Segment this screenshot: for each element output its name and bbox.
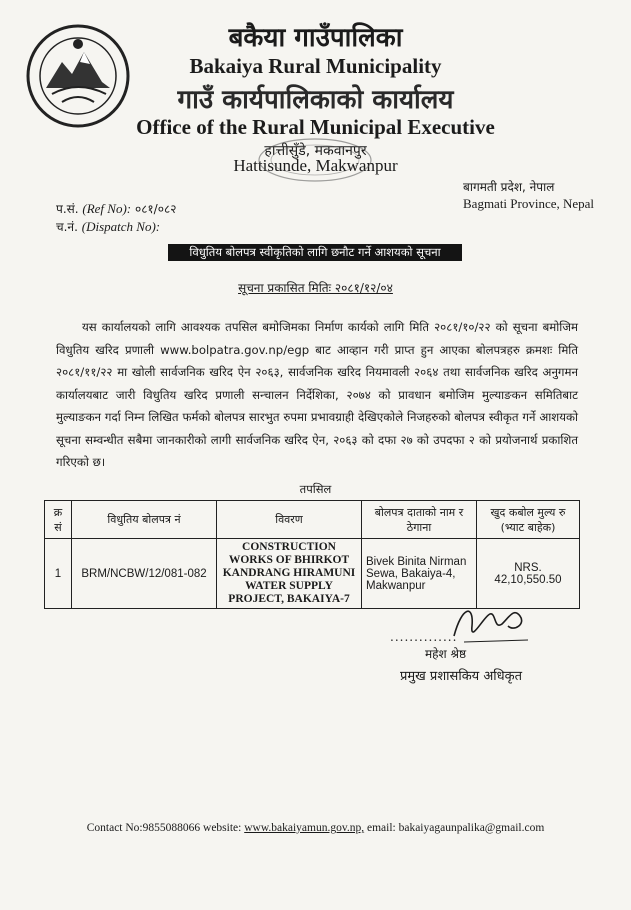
office-name-np: गाउँ कार्यपालिकाको कार्यालय bbox=[177, 85, 454, 115]
cell-bid-no: BRM/NCBW/12/081-082 bbox=[72, 539, 217, 609]
bid-table bbox=[44, 500, 580, 609]
col-sn: क्र सं bbox=[45, 501, 72, 539]
office-stamp-icon bbox=[255, 136, 375, 184]
cell-amount: NRS. 42,10,550.50 bbox=[477, 539, 580, 609]
footer-contact: Contact No:9855088066 website: www.bakaiyamun.gov.np, email: bakaiyagaunpalika@gmail.com bbox=[86, 822, 545, 834]
col-amount: खुद कबोल मुल्य रु (भ्याट बाहेक) bbox=[477, 501, 580, 539]
col-bidder: बोलपत्र दाताको नाम र ठेगाना bbox=[362, 501, 477, 539]
municipality-name-np: बकैया गाउँपालिका bbox=[228, 23, 403, 53]
cell-description: CONSTRUCTION WORKS OF BHIRKOT KANDRANG HIRAMUNI WATER SUPPLY PROJECT, BAKAIYA-7 bbox=[217, 539, 362, 609]
email-link[interactable]: bakaiyagaunpalika@gmail.com bbox=[398, 822, 545, 834]
notice-body: यस कार्यालयको लागि आवश्यक तपसिल बमोजिमका निर्माण कार्यको लागि मिति २०८१/१०/२२ को सूचना बमोजिम विधुतिय खरिद प्रणाली www.bolpatra.gov.np/egp बाट आव्हान गरी प्राप्त हुन आएका बोलपत्रहरु क्रमशः मिति २०८१/११/२२ मा खोली सार्वजनिक खरिद ऐन २०६३, सार्वजनिक खरिद नियमावली २०६४ तथा सार्वजनिक खरिद अनुगमन कार्यालयबाट जारी विधुतिय खरिद प्रणाली सन्चालन निर्देशिका, २०७४ को प्रावधान बमोजिम मुल्याङकन समितिबाट मुल्याङकन गर्दा निम्न लिखित फर्मको बोलपत्र सारभुत रुपमा प्रभावग्राही देखिएकोले निजहरुको बोलपत्र स्वीकृत गर्ने आशयको सूचना सम्वन्धीत सबैमा जानकारीको लागी सार्वजनिक खरिद ऐन, २०६३ को दफा २७ को उपदफा २ को प्रयोजनार्थ प्रकाशित गरिएको छ। bbox=[56, 320, 578, 469]
province-np: बागमती प्रदेश, नेपाल bbox=[463, 180, 555, 194]
website-link[interactable]: www.bakaiyamun.gov.np, bbox=[244, 822, 365, 834]
address-en: Hattisunde, Makwanpur bbox=[233, 156, 398, 175]
province-en: Bagmati Province, Nepal bbox=[463, 196, 595, 211]
office-name-en: Office of the Rural Municipal Executive bbox=[136, 115, 495, 139]
cell-bidder: Bivek Binita Nirman Sewa, Bakaiya-4, Makwanpur bbox=[362, 539, 477, 609]
signatory-name: महेश श्रेष्ठ bbox=[425, 647, 467, 661]
dispatch-number: च.नं. (Dispatch No): bbox=[56, 219, 161, 234]
address-np: हात्तीसुँडे, मकवानपुर bbox=[264, 143, 367, 159]
notice-subject: विधुतिय बोलपत्र स्वीकृतिको लागि छनौट गर्ने आशयको सूचना bbox=[168, 244, 462, 261]
signatory-title: प्रमुख प्रशासकिय अधिकृत bbox=[400, 669, 523, 684]
reference-number: प.सं. (Ref No): ०८१/०८२ bbox=[56, 201, 177, 216]
col-description: विवरण bbox=[217, 501, 362, 539]
municipality-name-en: Bakaiya Rural Municipality bbox=[189, 54, 442, 78]
table-header-row bbox=[45, 501, 580, 539]
table-caption: तपसिल bbox=[299, 482, 332, 496]
publish-date: सूचना प्रकासित मितिः २०८१/१२/०४ bbox=[238, 281, 393, 295]
cell-sn: 1 bbox=[45, 539, 72, 609]
signature-line: .............. bbox=[390, 630, 458, 644]
col-bid-no: विधुतिय बोलपत्र नं bbox=[72, 501, 217, 539]
